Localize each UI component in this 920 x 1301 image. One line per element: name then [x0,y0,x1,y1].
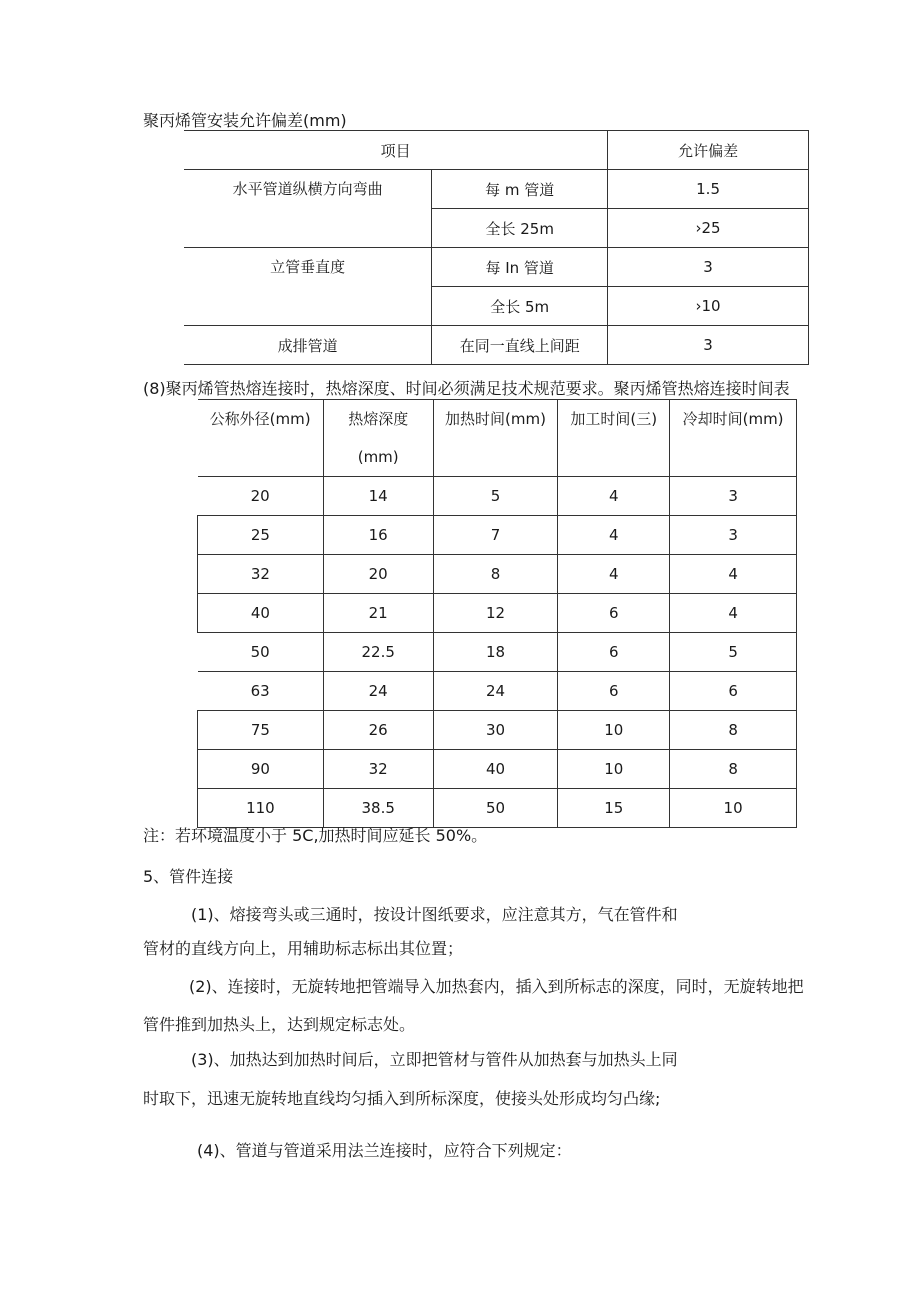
header-heating-time: 加热时间(mm) [433,400,558,477]
section-5-heading: 5、管件连接 [143,867,234,886]
table-cell: 24 [433,672,558,711]
group-name: 立管垂直度 [184,248,432,326]
sub-item: 全长 25m [432,209,608,248]
table-cell: 21 [323,594,433,633]
table-cell: 14 [323,477,433,516]
table-cell: 6 [558,594,670,633]
table-cell: 8 [670,750,797,789]
table-cell: 38.5 [323,789,433,828]
table-row [198,789,797,828]
table-cell: 5 [670,633,797,672]
table-cell: 7 [433,516,558,555]
header-fusion-depth-line1: 热熔深度 [348,410,409,428]
paragraph-4: (4)、管道与管道采用法兰连接时，应符合下列规定： [197,1141,572,1160]
table-cell: 90 [198,750,324,789]
header-fusion-depth [323,400,433,477]
header-item: 项目 [184,131,608,170]
table-row [198,516,797,555]
table-row [198,750,797,789]
table-cell: 22.5 [323,633,433,672]
fusion-table-body [198,477,797,828]
sub-item: 每 m 管道 [432,170,608,209]
table-cell: 6 [558,633,670,672]
tolerance-table [184,130,809,365]
table-cell: 4 [670,555,797,594]
header-fusion-depth-line2: (mm) [357,448,399,466]
table-cell: 15 [558,789,670,828]
table-row [198,555,797,594]
paragraph-2-line1: (2)、连接时，无旋转地把管端导入加热套内，插入到所标志的深度，同时，无旋转地把 [189,977,804,996]
table-cell: 50 [433,789,558,828]
table-cell: 8 [433,555,558,594]
table-cell: 5 [433,477,558,516]
table-row [198,633,797,672]
table-row [198,594,797,633]
table-cell: 110 [198,789,324,828]
table-cell: 50 [198,633,324,672]
header-cooling-time: 冷却时间(mm) [670,400,797,477]
section-8-heading: (8)聚丙烯管热熔连接时，热熔深度、时间必须满足技术规范要求。聚丙烯管热熔连接时间表 [143,379,790,398]
table-cell: 4 [670,594,797,633]
paragraph-3-line2: 时取下，迅速无旋转地直线均匀插入到所标深度，使接头处形成均匀凸缘; [143,1089,661,1108]
group-name: 成排管道 [184,326,432,365]
header-tolerance: 允许偏差 [608,131,809,170]
table-cell: 26 [323,711,433,750]
table-cell: 75 [198,711,324,750]
table-cell: 20 [198,477,324,516]
table-cell: 6 [670,672,797,711]
table-cell: 32 [198,555,324,594]
table-cell: 4 [558,477,670,516]
sub-item: 全长 5m [432,287,608,326]
sub-item: 在同一直线上间距 [432,326,608,365]
table-cell: 24 [323,672,433,711]
table-cell: 3 [670,477,797,516]
tolerance-value: ›25 [608,209,809,248]
table-cell: 32 [323,750,433,789]
table-cell: 40 [198,594,324,633]
temperature-note: 注：若环境温度小于 5C,加热时间应延长 50%。 [143,826,488,845]
group-name: 水平管道纵横方向弯曲 [184,170,432,248]
paragraph-2-line2: 管件推到加热头上，达到规定标志处。 [143,1015,416,1034]
table-cell: 10 [670,789,797,828]
table-row [198,711,797,750]
table-cell: 18 [433,633,558,672]
header-outer-diameter: 公称外径(mm) [198,400,324,477]
table-cell: 4 [558,516,670,555]
sub-item: 每 In 管道 [432,248,608,287]
table-cell: 12 [433,594,558,633]
table-cell: 25 [198,516,324,555]
table-cell: 10 [558,750,670,789]
table-row [198,477,797,516]
paragraph-3-line1: (3)、加热达到加热时间后，立即把管材与管件从加热套与加热头上同 [191,1050,678,1069]
fusion-time-table [197,399,797,828]
table-cell: 8 [670,711,797,750]
table-cell: 10 [558,711,670,750]
table1-caption: 聚丙烯管安装允许偏差(mm) [143,111,347,130]
tolerance-value: 3 [608,248,809,287]
table-cell: 40 [433,750,558,789]
tolerance-value: 1.5 [608,170,809,209]
table-cell: 16 [323,516,433,555]
table-cell: 3 [670,516,797,555]
paragraph-1-line2: 管材的直线方向上，用辅助标志标出其位置； [143,939,464,958]
table-cell: 63 [198,672,324,711]
header-processing-time: 加工时间(三) [558,400,670,477]
table-cell: 20 [323,555,433,594]
table-cell: 6 [558,672,670,711]
table-cell: 30 [433,711,558,750]
table-row [198,672,797,711]
tolerance-value: ›10 [608,287,809,326]
table-cell: 4 [558,555,670,594]
paragraph-1-line1: (1)、熔接弯头或三通时，按设计图纸要求，应注意其方，气在管件和 [191,905,678,924]
tolerance-value: 3 [608,326,809,365]
